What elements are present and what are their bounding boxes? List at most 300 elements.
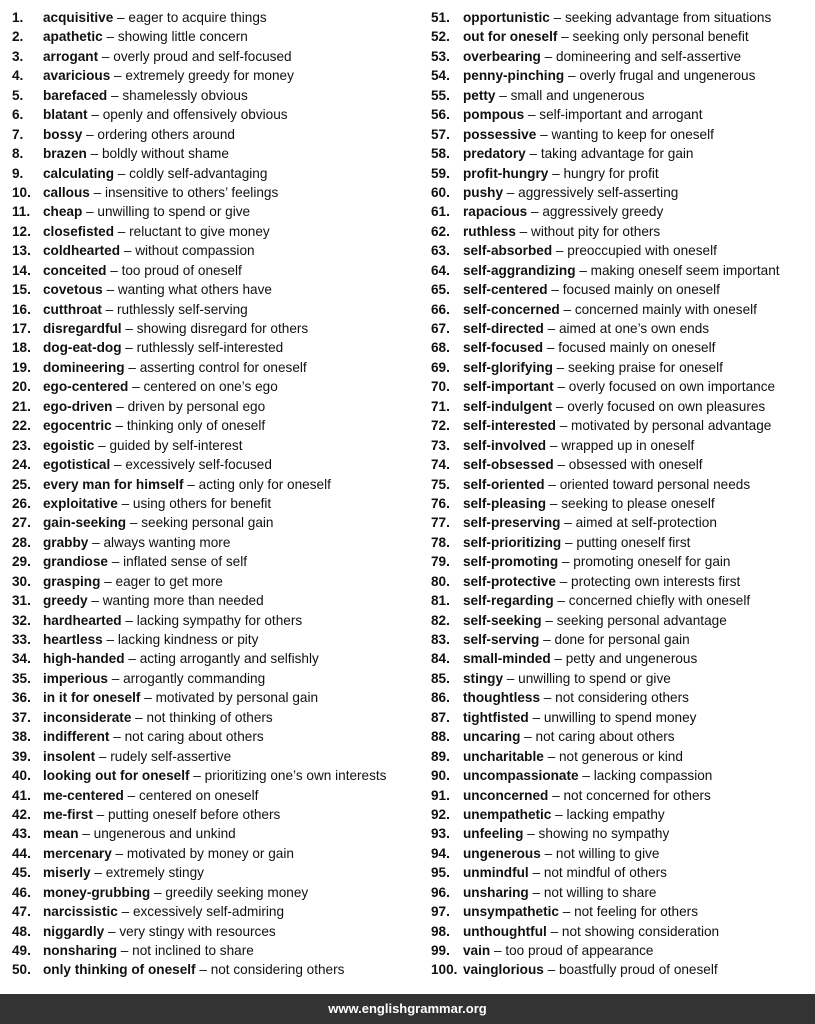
- item-word: only thinking of oneself: [43, 962, 196, 978]
- item-definition: boastfully proud of oneself: [558, 962, 718, 978]
- item-separator: –: [114, 223, 130, 239]
- item-number: 8.: [12, 146, 24, 162]
- item-separator: –: [89, 184, 105, 200]
- item-definition: small and ungenerous: [510, 87, 645, 103]
- item-separator: –: [95, 748, 111, 764]
- item-number: 29.: [12, 554, 31, 570]
- list-item: [431, 358, 811, 377]
- item-word: overbearing: [463, 48, 541, 64]
- item-separator: –: [195, 962, 211, 978]
- list-item: [12, 164, 417, 183]
- item-definition: aimed at one’s own ends: [558, 321, 710, 336]
- item-definition: seeking praise for oneself: [568, 359, 723, 375]
- item-number: 78.: [431, 534, 450, 550]
- item-definition: driven by personal ego: [127, 398, 266, 414]
- item-separator: –: [528, 884, 544, 900]
- list-item: [431, 863, 811, 882]
- item-word: self-aggrandizing: [463, 262, 576, 278]
- item-word: self-preserving: [463, 515, 561, 531]
- word-list: [0, 8, 815, 984]
- item-word: niggardly: [43, 923, 105, 939]
- item-number: 82.: [431, 612, 450, 628]
- list-item: [12, 300, 417, 319]
- list-item: [12, 688, 417, 707]
- item-word: high-handed: [43, 651, 125, 667]
- item-separator: –: [541, 612, 557, 628]
- item-separator: –: [82, 126, 98, 142]
- item-word: self-protective: [463, 573, 556, 589]
- item-word: brazen: [43, 146, 87, 162]
- item-word: conceited: [43, 262, 107, 278]
- item-word: acquisitive: [43, 10, 114, 25]
- list-item: [12, 358, 417, 377]
- list-item: [12, 280, 417, 299]
- item-definition: not showing consideration: [561, 923, 720, 939]
- item-separator: –: [553, 593, 569, 609]
- item-definition: asserting control for oneself: [139, 359, 307, 375]
- item-definition: greedily seeking money: [165, 884, 309, 900]
- list-item: [12, 805, 417, 824]
- list-item: [12, 338, 417, 357]
- item-word: self-important: [463, 379, 554, 395]
- item-word: self-pleasing: [463, 495, 547, 511]
- list-item: [12, 824, 417, 843]
- item-number: 59.: [431, 165, 450, 181]
- list-item: [431, 125, 811, 144]
- list-item: [431, 319, 811, 338]
- list-item: [431, 494, 811, 513]
- item-separator: –: [101, 301, 118, 317]
- item-word: self-prioritizing: [463, 534, 562, 550]
- item-word: unempathetic: [463, 806, 552, 822]
- item-definition: too proud of appearance: [505, 943, 654, 958]
- item-number: 60.: [431, 184, 450, 200]
- item-definition: very stingy with resources: [119, 923, 276, 939]
- item-separator: –: [553, 457, 569, 473]
- item-number: 28.: [12, 534, 31, 550]
- item-number: 13.: [12, 243, 31, 259]
- item-word: pompous: [463, 107, 525, 123]
- item-number: 74.: [431, 457, 450, 473]
- item-word: barefaced: [43, 87, 108, 103]
- item-definition: extremely stingy: [105, 865, 204, 881]
- item-definition: ordering others around: [97, 126, 235, 142]
- item-word: greedy: [43, 593, 88, 609]
- item-definition: lacking empathy: [566, 806, 665, 822]
- item-definition: openly and offensively obvious: [102, 107, 288, 123]
- list-item: [431, 902, 811, 921]
- item-separator: –: [121, 612, 137, 628]
- item-number: 94.: [431, 845, 450, 861]
- item-word: small-minded: [463, 651, 551, 667]
- item-definition: overly focused on own pleasures: [567, 398, 766, 414]
- item-number: 99.: [431, 943, 450, 958]
- list-item: [431, 747, 811, 766]
- item-number: 5.: [12, 87, 24, 103]
- item-word: self-concerned: [463, 301, 560, 317]
- item-separator: –: [523, 826, 539, 842]
- item-word: grabby: [43, 534, 89, 550]
- list-item: [12, 844, 417, 863]
- item-number: 39.: [12, 748, 31, 764]
- item-definition: showing disregard for others: [136, 321, 309, 336]
- item-definition: putting oneself first: [576, 534, 691, 550]
- list-item: [12, 66, 417, 85]
- list-item: [12, 572, 417, 591]
- list-item: [12, 47, 417, 66]
- item-definition: making oneself seem important: [590, 262, 780, 278]
- item-number: 71.: [431, 398, 450, 414]
- item-word: uncaring: [463, 729, 521, 745]
- item-number: 38.: [12, 729, 31, 745]
- list-item: [431, 241, 811, 260]
- list-item: [431, 47, 811, 66]
- item-number: 40.: [12, 768, 31, 784]
- item-word: nonsharing: [43, 943, 118, 958]
- item-number: 70.: [431, 379, 450, 395]
- item-separator: –: [82, 204, 98, 220]
- item-separator: –: [114, 165, 130, 181]
- list-item: [431, 513, 811, 532]
- item-word: avaricious: [43, 68, 111, 84]
- item-number: 26.: [12, 495, 31, 511]
- item-number: 65.: [431, 282, 450, 298]
- list-item: [431, 436, 811, 455]
- list-item: [431, 261, 811, 280]
- item-separator: –: [539, 632, 555, 647]
- item-separator: –: [87, 107, 103, 123]
- list-item: [12, 513, 417, 532]
- item-number: 58.: [431, 146, 450, 162]
- item-definition: unwilling to spend or give: [97, 204, 251, 220]
- item-separator: –: [88, 534, 104, 550]
- item-separator: –: [90, 865, 106, 881]
- item-word: self-regarding: [463, 593, 554, 609]
- item-separator: –: [540, 48, 556, 64]
- item-definition: not generous or kind: [558, 748, 683, 764]
- list-item: [431, 86, 811, 105]
- list-item: [12, 105, 417, 124]
- list-item: [431, 280, 811, 299]
- item-word: insolent: [43, 748, 96, 764]
- list-item: [431, 941, 811, 960]
- item-number: 32.: [12, 612, 31, 628]
- item-separator: –: [553, 379, 569, 395]
- item-word: opportunistic: [463, 10, 550, 25]
- item-word: unthoughtful: [463, 923, 547, 939]
- item-definition: hungry for profit: [563, 165, 659, 181]
- list-item: [12, 902, 417, 921]
- item-separator: –: [87, 593, 103, 609]
- item-separator: –: [555, 573, 572, 589]
- item-separator: –: [86, 146, 102, 162]
- item-separator: –: [121, 321, 137, 336]
- item-definition: overly focused on own importance: [568, 379, 776, 395]
- item-word: profit-hungry: [463, 165, 549, 181]
- item-separator: –: [107, 670, 124, 686]
- item-number: 100.: [431, 962, 458, 978]
- item-number: 63.: [431, 243, 450, 259]
- item-word: unsharing: [463, 884, 529, 900]
- list-item: [431, 455, 811, 474]
- item-word: out for oneself: [463, 29, 558, 45]
- item-separator: –: [104, 923, 120, 939]
- item-number: 98.: [431, 923, 450, 939]
- item-definition: wanting to keep for oneself: [551, 126, 714, 142]
- item-definition: petty and ungenerous: [565, 651, 698, 667]
- item-separator: –: [546, 923, 562, 939]
- item-word: self-serving: [463, 632, 540, 647]
- list-item: [431, 649, 811, 668]
- item-separator: –: [527, 204, 543, 220]
- item-word: grasping: [43, 573, 101, 589]
- item-word: egotistical: [43, 457, 111, 473]
- item-word: self-glorifying: [463, 359, 553, 375]
- item-word: heartless: [43, 632, 103, 647]
- item-word: blatant: [43, 107, 88, 123]
- item-separator: –: [102, 29, 118, 45]
- item-definition: showing little concern: [117, 29, 248, 45]
- item-word: mercenary: [43, 845, 112, 861]
- list-item: [12, 922, 417, 941]
- item-definition: wanting more than needed: [102, 593, 264, 609]
- item-word: rapacious: [463, 204, 528, 220]
- item-word: every man for himself: [43, 476, 184, 492]
- list-item: [12, 747, 417, 766]
- item-separator: –: [559, 301, 575, 317]
- list-item: [12, 766, 417, 785]
- item-definition: done for personal gain: [554, 632, 690, 647]
- item-number: 93.: [431, 826, 450, 842]
- item-separator: –: [543, 321, 559, 336]
- list-item: [431, 377, 811, 396]
- item-definition: insensitive to others’ feelings: [104, 184, 279, 200]
- item-definition: lacking kindness or pity: [117, 632, 259, 647]
- list-item: [12, 319, 417, 338]
- item-number: 44.: [12, 845, 31, 861]
- item-separator: –: [558, 554, 574, 570]
- item-separator: –: [111, 845, 127, 861]
- item-word: apathetic: [43, 29, 103, 45]
- item-word: predatory: [463, 146, 526, 162]
- item-word: indifferent: [43, 729, 110, 745]
- item-definition: overly proud and self-focused: [113, 48, 292, 64]
- item-word: unsympathetic: [463, 904, 559, 920]
- item-definition: acting only for oneself: [198, 476, 331, 492]
- item-word: egoistic: [43, 437, 95, 453]
- list-item: [431, 922, 811, 941]
- list-item: [12, 416, 417, 435]
- item-number: 77.: [431, 515, 450, 531]
- item-definition: guided by self-interest: [109, 437, 243, 453]
- list-item: [12, 455, 417, 474]
- item-word: ruthless: [463, 223, 516, 239]
- item-separator: –: [100, 573, 116, 589]
- item-separator: –: [110, 457, 126, 473]
- list-item: [12, 222, 417, 241]
- item-word: egocentric: [43, 418, 112, 434]
- item-definition: promoting oneself for gain: [573, 554, 731, 570]
- item-number: 46.: [12, 884, 31, 900]
- item-word: self-centered: [463, 282, 548, 298]
- item-word: me-first: [43, 806, 93, 822]
- item-number: 97.: [431, 904, 450, 920]
- list-item: [12, 202, 417, 221]
- item-number: 36.: [12, 690, 31, 706]
- item-definition: seeking advantage from situations: [564, 10, 772, 25]
- item-word: possessive: [463, 126, 537, 142]
- list-item: [12, 533, 417, 552]
- item-definition: overly frugal and ungenerous: [579, 68, 756, 84]
- list-item: [12, 377, 417, 396]
- item-number: 12.: [12, 223, 31, 239]
- item-number: 66.: [431, 301, 450, 317]
- item-word: self-focused: [463, 340, 544, 356]
- item-number: 47.: [12, 904, 31, 920]
- item-definition: acting arrogantly and selfishly: [139, 651, 319, 667]
- list-item: [431, 786, 811, 805]
- item-definition: reluctant to give money: [129, 223, 270, 239]
- item-separator: –: [109, 729, 125, 745]
- item-word: unconcerned: [463, 787, 549, 803]
- item-definition: lacking sympathy for others: [136, 612, 303, 628]
- item-number: 1.: [12, 10, 24, 25]
- item-separator: –: [117, 904, 133, 920]
- item-number: 4.: [12, 68, 24, 84]
- item-separator: –: [183, 476, 199, 492]
- list-item: [12, 144, 417, 163]
- list-item: [431, 533, 811, 552]
- item-separator: –: [543, 340, 559, 356]
- item-definition: using others for benefit: [132, 495, 272, 511]
- item-number: 69.: [431, 359, 450, 375]
- item-number: 48.: [12, 923, 31, 939]
- item-separator: –: [560, 515, 576, 531]
- item-separator: –: [110, 68, 126, 84]
- list-item: [431, 844, 811, 863]
- item-number: 76.: [431, 495, 450, 511]
- item-number: 6.: [12, 107, 24, 123]
- item-definition: focused mainly on oneself: [558, 340, 716, 356]
- item-number: 31.: [12, 593, 31, 609]
- item-definition: not willing to share: [543, 884, 657, 900]
- item-number: 79.: [431, 554, 450, 570]
- item-number: 87.: [431, 709, 450, 725]
- item-number: 9.: [12, 165, 24, 181]
- item-separator: –: [547, 282, 563, 298]
- item-number: 95.: [431, 865, 450, 881]
- item-definition: coldly self-advantaging: [129, 165, 268, 181]
- list-item: [431, 183, 811, 202]
- item-number: 2.: [12, 29, 24, 45]
- item-word: cheap: [43, 204, 83, 220]
- item-separator: –: [92, 806, 108, 822]
- list-item: [12, 669, 417, 688]
- item-separator: –: [557, 29, 573, 45]
- item-number: 49.: [12, 943, 31, 958]
- item-definition: ruthlessly self-serving: [117, 301, 248, 317]
- list-item: [431, 669, 811, 688]
- list-item: [12, 183, 417, 202]
- item-separator: –: [131, 709, 147, 725]
- item-definition: seeking personal gain: [141, 515, 274, 531]
- item-number: 83.: [431, 632, 450, 647]
- item-word: inconsiderate: [43, 709, 132, 725]
- item-definition: aimed at self-protection: [575, 515, 717, 531]
- list-item: [12, 125, 417, 144]
- footer-bar: [0, 994, 815, 1024]
- list-item: [12, 475, 417, 494]
- item-definition: not mindful of others: [543, 865, 667, 881]
- list-item: [431, 416, 811, 435]
- item-separator: –: [140, 690, 156, 706]
- item-definition: wrapped up in oneself: [561, 437, 695, 453]
- item-number: 72.: [431, 418, 450, 434]
- item-separator: –: [544, 476, 560, 492]
- item-definition: prioritizing one’s own interests: [204, 768, 387, 784]
- list-item: [431, 300, 811, 319]
- item-number: 90.: [431, 768, 450, 784]
- item-word: covetous: [43, 282, 103, 298]
- item-separator: –: [121, 340, 137, 356]
- item-separator: –: [112, 398, 128, 414]
- list-item: [431, 688, 811, 707]
- item-definition: ruthlessly self-interested: [136, 340, 284, 356]
- item-word: in it for oneself: [43, 690, 141, 706]
- item-word: hardhearted: [43, 612, 122, 628]
- item-separator: –: [540, 690, 556, 706]
- item-word: self-obsessed: [463, 457, 554, 473]
- item-definition: without pity for others: [531, 223, 661, 239]
- item-word: bossy: [43, 126, 83, 142]
- list-item: [12, 960, 417, 979]
- list-item: [12, 611, 417, 630]
- list-item: [431, 144, 811, 163]
- item-word: vainglorious: [463, 962, 544, 978]
- list-item: [431, 27, 811, 46]
- item-separator: –: [540, 845, 556, 861]
- list-item: [12, 630, 417, 649]
- item-number: 25.: [12, 476, 31, 492]
- item-definition: ungenerous and unkind: [93, 826, 236, 842]
- list-item: [431, 202, 811, 221]
- item-number: 19.: [12, 359, 31, 375]
- list-item: [12, 883, 417, 902]
- item-definition: concerned mainly with oneself: [574, 301, 757, 317]
- item-word: ego-centered: [43, 379, 129, 395]
- item-separator: –: [558, 904, 575, 920]
- list-item: [12, 261, 417, 280]
- item-definition: lacking compassion: [593, 768, 713, 784]
- item-number: 51.: [431, 10, 450, 25]
- item-word: pushy: [463, 184, 504, 200]
- item-word: self-directed: [463, 321, 544, 336]
- item-separator: –: [564, 68, 580, 84]
- list-item: [12, 552, 417, 571]
- item-separator: –: [117, 495, 133, 511]
- list-item: [431, 727, 811, 746]
- list-item: [431, 766, 811, 785]
- item-definition: taking advantage for gain: [540, 146, 694, 162]
- item-number: 17.: [12, 321, 31, 336]
- list-item: [12, 8, 417, 27]
- item-number: 91.: [431, 787, 450, 803]
- item-word: ego-driven: [43, 398, 113, 414]
- item-definition: not inclined to share: [132, 943, 254, 958]
- list-item: [12, 494, 417, 513]
- item-number: 45.: [12, 865, 31, 881]
- item-number: 57.: [431, 126, 450, 142]
